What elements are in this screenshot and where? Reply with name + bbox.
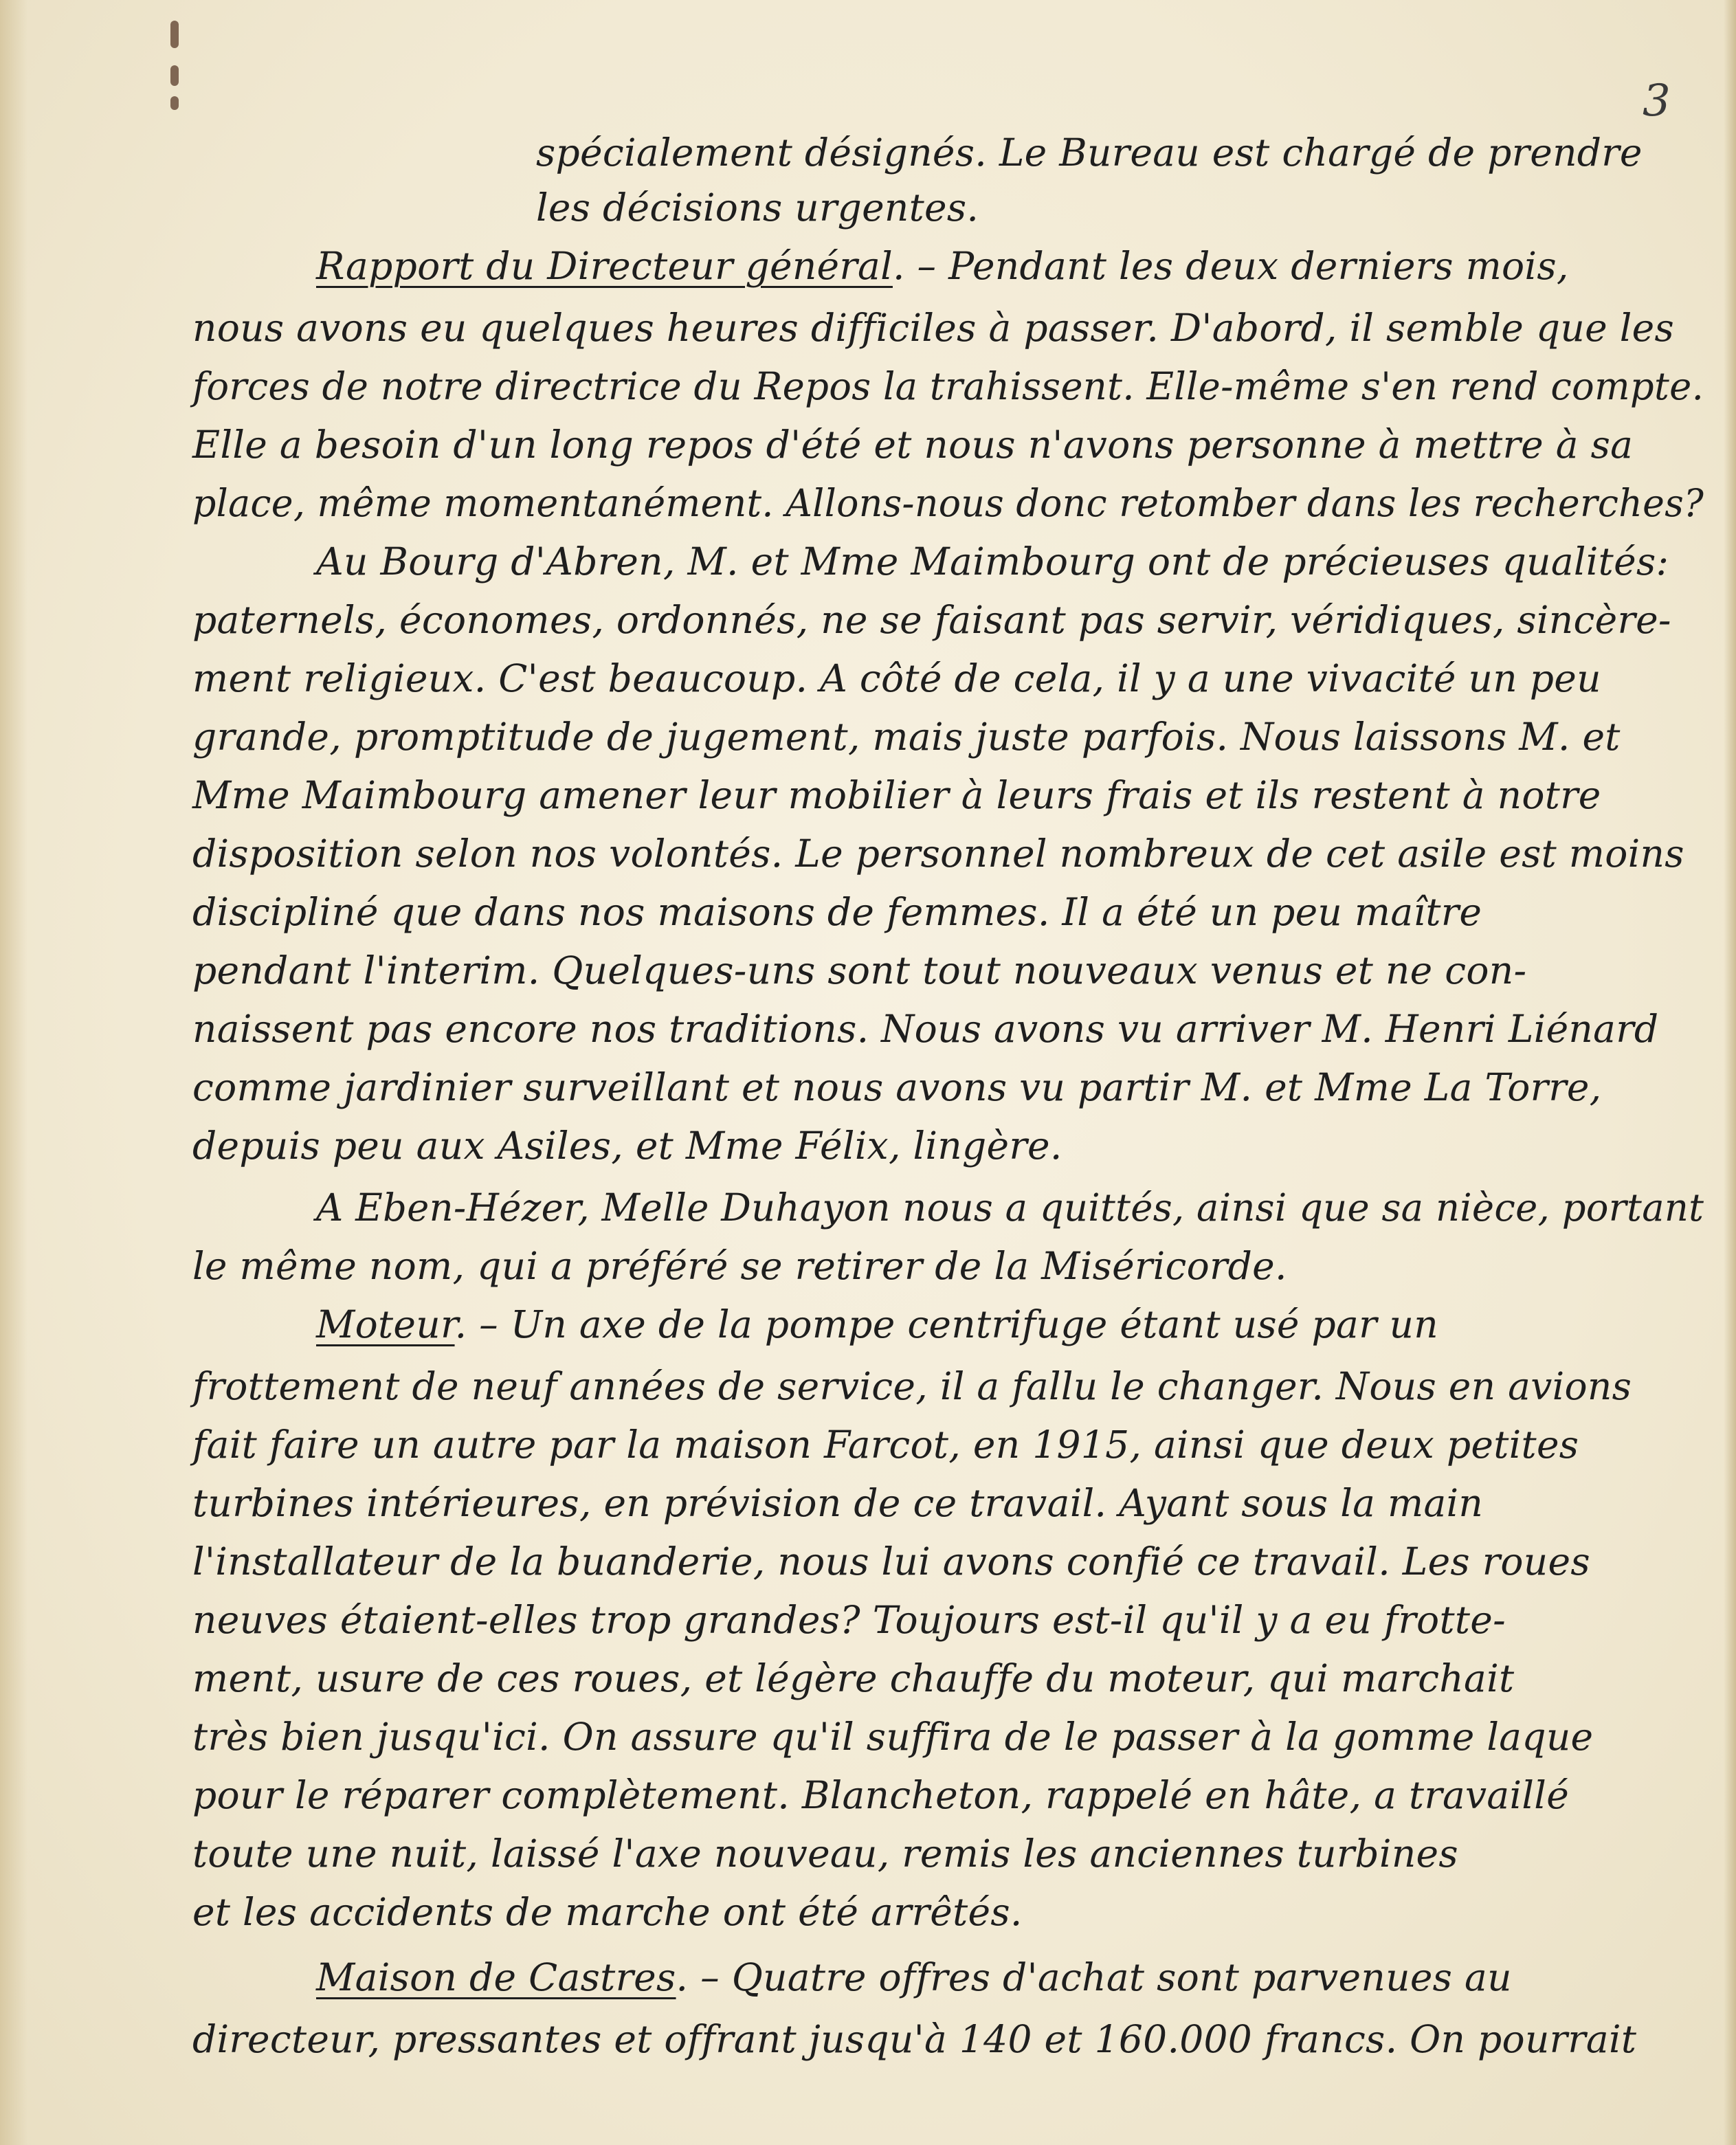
text-line: les décisions urgentes. <box>536 186 979 230</box>
text-line: l'installateur de la buanderie, nous lui avons confié ce travail. Les roues <box>192 1540 1590 1583</box>
text-line: et les accidents de marche ont été arrêtés. <box>192 1890 1023 1934</box>
text-line: turbines intérieures, en prévision de ce travail. Ayant sous la main <box>192 1481 1484 1525</box>
section-line: Rapport du Directeur général. – Pendant les deux derniers mois, <box>316 244 1569 288</box>
section-heading: Rapport du Directeur général <box>316 244 893 288</box>
text-line: A Eben-Hézer, Melle Duhayon nous a quittés, ainsi que sa nièce, portant <box>316 1186 1704 1230</box>
text-line: grande, promptitude de jugement, mais juste parfois. Nous laissons M. et <box>192 715 1621 759</box>
text-line: nous avons eu quelques heures difficiles à passer. D'abord, il semble que les <box>192 306 1674 350</box>
text-line: disposition selon nos volontés. Le personnel nombreux de cet asile est moins <box>192 832 1684 876</box>
text-line: pendant l'interim. Quelques-uns sont tout nouveaux venus et ne con- <box>192 948 1527 992</box>
text-line: directeur, pressantes et offrant jusqu'à 140 et 160.000 francs. On pourrait <box>192 2017 1637 2061</box>
text-line: paternels, économes, ordonnés, ne se faisant pas servir, véridiques, sincère- <box>192 598 1671 642</box>
section-line: Maison de Castres. – Quatre offres d'achat sont parvenues au <box>316 1955 1512 1999</box>
text-line: naissent pas encore nos traditions. Nous avons vu arriver M. Henri Liénard <box>192 1007 1659 1051</box>
text-line: forces de notre directrice du Repos la trahissent. Elle-même s'en rend compte. <box>192 364 1704 408</box>
text-line: Mme Maimbourg amener leur mobilier à leurs frais et ils restent à notre <box>192 773 1601 817</box>
text-line: ment religieux. C'est beaucoup. A côté de cela, il y a une vivacité un peu <box>192 656 1601 700</box>
text-line: spécialement désignés. Le Bureau est chargé de prendre <box>536 131 1643 175</box>
text-line: depuis peu aux Asiles, et Mme Félix, lingère. <box>192 1124 1062 1168</box>
binding-mark <box>170 65 179 86</box>
text-line: place, même momentanément. Allons-nous donc retomber dans les recherches? <box>192 481 1704 525</box>
binding-mark <box>170 21 179 48</box>
binding-mark <box>170 96 179 110</box>
text-line: Au Bourg d'Abren, M. et Mme Maimbourg ont de précieuses qualités: <box>316 540 1669 584</box>
page-edge-left <box>0 0 27 2145</box>
section-heading: Moteur <box>316 1302 455 1346</box>
page-number: 3 <box>1643 76 1671 126</box>
text-line: fait faire un autre par la maison Farcot, en 1915, ainsi que deux petites <box>192 1423 1579 1467</box>
text-line: ment, usure de ces roues, et légère chauffe du moteur, qui marchait <box>192 1656 1515 1700</box>
text-line: comme jardinier surveillant et nous avons vu partir M. et Mme La Torre, <box>192 1065 1602 1109</box>
text-line: toute une nuit, laissé l'axe nouveau, remis les anciennes turbines <box>192 1832 1458 1876</box>
text-line: neuves étaient-elles trop grandes? Toujours est-il qu'il y a eu frotte- <box>192 1598 1506 1642</box>
section-heading: Maison de Castres <box>316 1955 676 1999</box>
text-line: frottement de neuf années de service, il a fallu le changer. Nous en avions <box>192 1364 1632 1408</box>
section-line: Moteur. – Un axe de la pompe centrifuge étant usé par un <box>316 1302 1438 1346</box>
text-line: Elle a besoin d'un long repos d'été et nous n'avons personne à mettre à sa <box>192 423 1634 467</box>
text-line: discipliné que dans nos maisons de femmes. Il a été un peu maître <box>192 890 1482 934</box>
page-edge-right <box>1724 0 1736 2145</box>
text-line: pour le réparer complètement. Blancheton, rappelé en hâte, a travaillé <box>192 1773 1570 1817</box>
text-line: le même nom, qui a préféré se retirer de la Miséricorde. <box>192 1244 1287 1288</box>
text-line: très bien jusqu'ici. On assure qu'il suffira de le passer à la gomme laque <box>192 1715 1594 1759</box>
